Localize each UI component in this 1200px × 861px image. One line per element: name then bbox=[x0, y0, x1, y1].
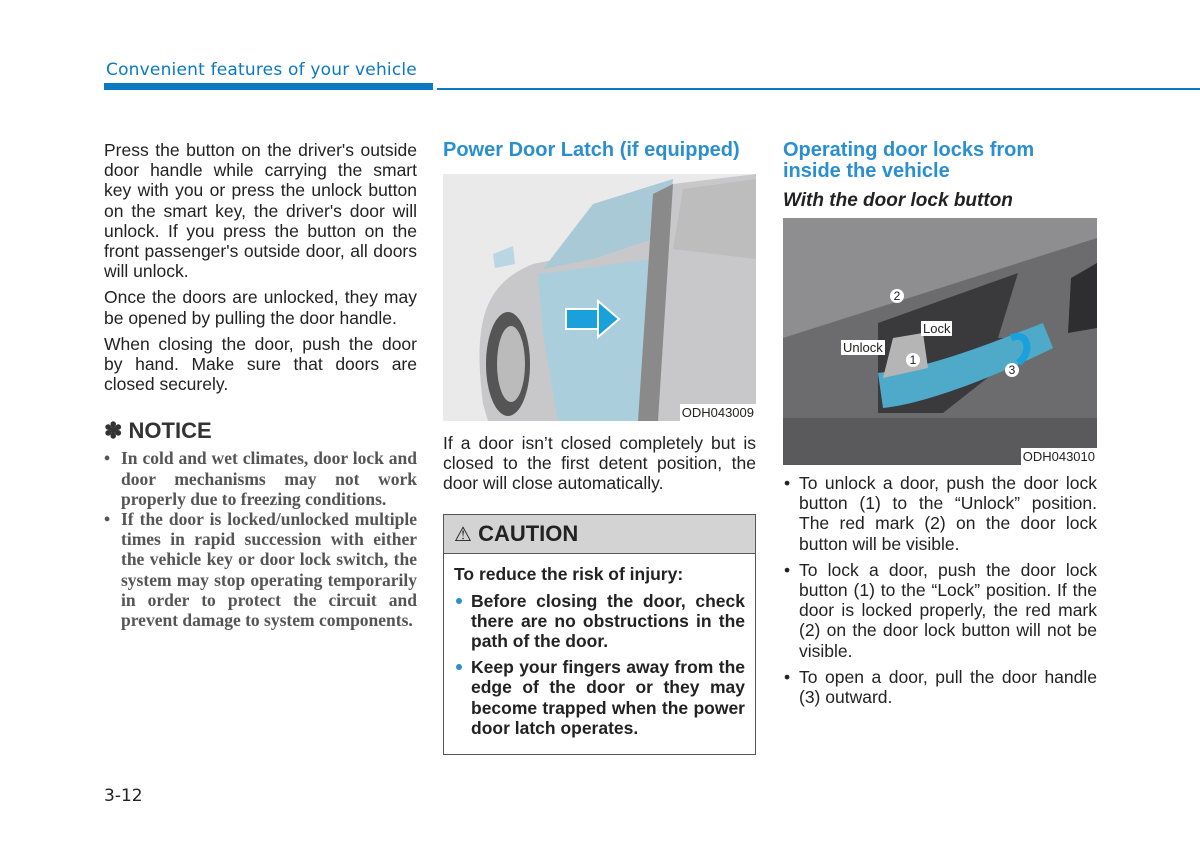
notice-title: ✽ NOTICE bbox=[104, 418, 212, 444]
caution-header bbox=[444, 515, 755, 554]
paragraph: Once the doors are unlocked, they may be opened by pulling the door handle. bbox=[104, 287, 417, 328]
paragraph: Press the button on the driver's outside door handle while carrying the smart key with you or press the unlock button on the smart key, the driver's door will unlock. If you press the button on the front passenger's outside door, all doors will unlock. bbox=[104, 140, 417, 282]
caution-item: Keep your fingers away from the edge of the door or they may become trapped when the power door latch operates. bbox=[454, 657, 745, 738]
figure-code: ODH043010 bbox=[1022, 449, 1095, 464]
instruction-item: • To unlock a door, push the door lock button (1) to the “Unlock” position. The red mark (2) on the door lock button will be visible. bbox=[783, 473, 1097, 554]
instruction-item: • To open a door, pull the door handle (3) outward. bbox=[783, 667, 1097, 707]
callout-2: 2 bbox=[890, 289, 904, 303]
column-1 bbox=[104, 140, 417, 630]
section-heading: Power Door Latch (if equipped) bbox=[443, 139, 740, 161]
door-handle-illustration bbox=[783, 218, 1097, 465]
caution-lead: To reduce the risk of injury: bbox=[454, 563, 684, 584]
car-door-illustration bbox=[443, 174, 756, 421]
door-latch-figure bbox=[443, 174, 756, 421]
page-number: 3-12 bbox=[104, 786, 143, 806]
column-3 bbox=[783, 140, 1097, 713]
unlock-label: Unlock bbox=[843, 340, 883, 355]
header-bar bbox=[104, 83, 433, 90]
caution-item: Before closing the door, check there are no obstructions in the path of the door. bbox=[454, 591, 745, 652]
notice-list bbox=[104, 448, 417, 630]
subheading: With the door lock button bbox=[783, 190, 1013, 211]
notice-item: • If the door is locked/unlocked multiple times in rapid succession with either the vehicle key or door lock switch, the system may stop operating temporarily in order to protect the circuit and prevent damage to system components. bbox=[104, 509, 417, 630]
door-lock-figure bbox=[783, 218, 1097, 465]
column-2 bbox=[443, 140, 756, 755]
paragraph: If a door isn’t closed completely but is closed to the first detent position, the door will close automatically. bbox=[443, 433, 756, 494]
header-rule bbox=[437, 88, 1200, 90]
notice-item: • In cold and wet climates, door lock and door mechanisms may not work properly due to freezing conditions. bbox=[104, 448, 417, 509]
instruction-item: • To lock a door, push the door lock button (1) to the “Lock” position. If the door is locked properly, the red mark (2) on the door lock button will not be visible. bbox=[783, 560, 1097, 661]
callout-3: 3 bbox=[1005, 363, 1019, 377]
callout-1: 1 bbox=[906, 353, 920, 367]
figure-code: ODH043009 bbox=[681, 405, 754, 420]
lock-label: Lock bbox=[923, 321, 951, 336]
section-heading: Operating door locks from inside the vehicle bbox=[783, 139, 1035, 182]
section-header: Convenient features of your vehicle bbox=[106, 60, 417, 80]
caution-title: CAUTION bbox=[478, 520, 579, 546]
warning-triangle-icon: ⚠ bbox=[454, 523, 472, 546]
caution-box bbox=[443, 514, 756, 755]
paragraph: When closing the door, push the door by hand. Make sure that doors are closed securely. bbox=[104, 333, 417, 395]
